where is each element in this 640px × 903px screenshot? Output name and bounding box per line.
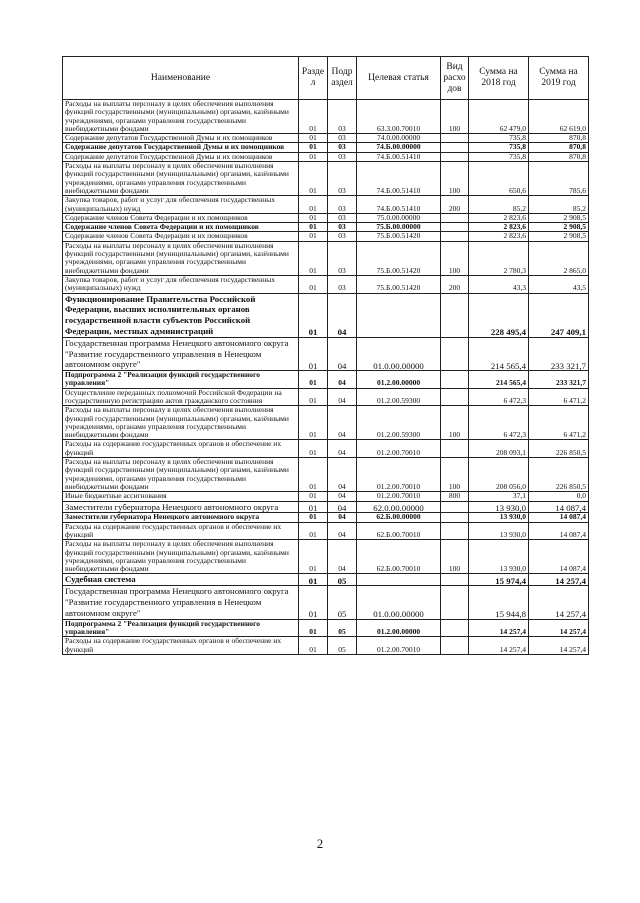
table-row — [63, 293, 589, 337]
table-row — [63, 100, 589, 134]
header-name: Наименование — [63, 57, 299, 100]
row-section-cell: 01 — [299, 162, 328, 196]
table-row — [63, 406, 589, 440]
table-body — [63, 100, 589, 655]
row-expense-type-cell — [441, 637, 469, 655]
row-name-cell: Содержание депутатов Государственной Думы и их помощников — [63, 143, 299, 152]
row-subsection-cell: 04 — [328, 492, 357, 501]
row-sum-2018-cell: 13 930,0 — [469, 522, 529, 540]
row-expense-type-cell — [441, 440, 469, 458]
table-row — [63, 458, 589, 492]
row-sum-2018-cell: 13 930,0 — [469, 513, 529, 522]
row-target-cell: 62.Б.00.70010 — [357, 522, 441, 540]
table-row — [63, 162, 589, 196]
row-target-cell: 74.Б.00.51410 — [357, 196, 441, 214]
row-expense-type-cell — [441, 522, 469, 540]
row-sum-2019-cell: 14 087,4 — [529, 522, 589, 540]
row-expense-type-cell — [441, 513, 469, 522]
row-expense-type-cell: 100 — [441, 162, 469, 196]
row-name-cell: Содержание депутатов Государственной Думы и их помощников — [63, 134, 299, 143]
row-target-cell: 62.Б.00.00000 — [357, 513, 441, 522]
row-expense-type-cell — [441, 134, 469, 143]
row-subsection-cell: 04 — [328, 540, 357, 574]
row-sum-2019-cell: 247 409,1 — [529, 293, 589, 337]
row-sum-2019-cell: 226 850,5 — [529, 440, 589, 458]
row-target-cell: 01.2.00.70010 — [357, 492, 441, 501]
row-name-cell: Расходы на содержание государственных органов и обеспечение их функций — [63, 440, 299, 458]
row-sum-2019-cell: 226 850,5 — [529, 458, 589, 492]
row-section-cell: 01 — [299, 522, 328, 540]
row-name-cell: Заместители губернатора Ненецкого автономного округа — [63, 513, 299, 522]
table-row — [63, 574, 589, 586]
row-sum-2019-cell: 14 257,4 — [529, 637, 589, 655]
row-target-cell: 75.Б.00.51420 — [357, 232, 441, 241]
row-target-cell: 01.2.00.59300 — [357, 406, 441, 440]
table-row — [63, 388, 589, 406]
row-sum-2019-cell: 14 087,4 — [529, 501, 589, 513]
row-expense-type-cell: 100 — [441, 100, 469, 134]
budget-table — [62, 56, 589, 655]
row-expense-type-cell — [441, 371, 469, 389]
row-subsection-cell: 03 — [328, 152, 357, 161]
row-sum-2019-cell: 14 257,4 — [529, 586, 589, 619]
row-expense-type-cell — [441, 619, 469, 637]
row-section-cell: 01 — [299, 619, 328, 637]
row-section-cell: 01 — [299, 388, 328, 406]
row-subsection-cell: 04 — [328, 293, 357, 337]
row-subsection-cell: 05 — [328, 619, 357, 637]
row-expense-type-cell — [441, 232, 469, 241]
row-name-cell: Осуществление переданных полномочий Российской Федерации на государственную регистрацию актов гражданского состояния — [63, 388, 299, 406]
table-row — [63, 501, 589, 513]
row-sum-2019-cell: 233 321,7 — [529, 337, 589, 370]
row-section-cell: 01 — [299, 492, 328, 501]
row-target-cell: 01.2.00.59300 — [357, 388, 441, 406]
header-expense-type: Вид расхо дов — [441, 57, 469, 100]
row-sum-2018-cell: 208 056,0 — [469, 458, 529, 492]
row-sum-2018-cell: 6 472,3 — [469, 406, 529, 440]
row-sum-2018-cell: 85,2 — [469, 196, 529, 214]
row-sum-2019-cell: 870,8 — [529, 143, 589, 152]
row-target-cell: 74.Б.00.51410 — [357, 162, 441, 196]
row-name-cell: Судебная система — [63, 574, 299, 586]
row-sum-2019-cell: 14 257,4 — [529, 619, 589, 637]
row-section-cell: 01 — [299, 213, 328, 222]
row-sum-2018-cell: 208 093,1 — [469, 440, 529, 458]
header-subsection: Подр аздел — [328, 57, 357, 100]
row-section-cell: 01 — [299, 152, 328, 161]
table-row — [63, 540, 589, 574]
row-sum-2018-cell: 15 974,4 — [469, 574, 529, 586]
row-name-cell: Расходы на содержание государственных органов и обеспечение их функций — [63, 637, 299, 655]
row-name-cell: Закупка товаров, работ и услуг для обеспечения государственных (муниципальных) нужд — [63, 196, 299, 214]
row-target-cell: 01.0.00.00000 — [357, 586, 441, 619]
row-subsection-cell: 04 — [328, 440, 357, 458]
row-target-cell — [357, 293, 441, 337]
row-sum-2018-cell: 735,8 — [469, 134, 529, 143]
row-section-cell: 01 — [299, 232, 328, 241]
row-expense-type-cell: 100 — [441, 241, 469, 275]
row-name-cell: Расходы на выплаты персоналу в целях обеспечения выполнения функций государственными (муниципальными) органами, казёнными учреждениями, органами управления государственными внебюджетными фондами — [63, 458, 299, 492]
row-name-cell: Содержание членов Совета Федерации и их помощников — [63, 232, 299, 241]
row-sum-2019-cell: 14 087,4 — [529, 513, 589, 522]
row-expense-type-cell — [441, 293, 469, 337]
row-section-cell: 01 — [299, 275, 328, 293]
row-expense-type-cell: 100 — [441, 458, 469, 492]
row-subsection-cell: 04 — [328, 406, 357, 440]
row-sum-2019-cell: 2 865,0 — [529, 241, 589, 275]
row-sum-2018-cell: 2 780,3 — [469, 241, 529, 275]
row-section-cell: 01 — [299, 458, 328, 492]
row-sum-2018-cell: 214 565,4 — [469, 337, 529, 370]
row-subsection-cell: 05 — [328, 637, 357, 655]
table-row — [63, 586, 589, 619]
row-name-cell: Расходы на выплаты персоналу в целях обеспечения выполнения функций государственными (муниципальными) органами, казёнными учреждениями, органами управления государственными внебюджетными фондами — [63, 100, 299, 134]
row-subsection-cell: 03 — [328, 134, 357, 143]
row-name-cell: Функционирование Правительства Российской Федерации, высших исполнительных органов государственной власти субъектов Российской Федерации, местных администраций — [63, 293, 299, 337]
table-row — [63, 619, 589, 637]
row-subsection-cell: 03 — [328, 100, 357, 134]
row-sum-2018-cell: 37,1 — [469, 492, 529, 501]
row-subsection-cell: 03 — [328, 241, 357, 275]
row-section-cell: 01 — [299, 574, 328, 586]
row-subsection-cell: 05 — [328, 574, 357, 586]
row-target-cell: 74.Б.00.00000 — [357, 143, 441, 152]
row-name-cell: Подпрограмма 2 "Реализация функций государственного управления" — [63, 619, 299, 637]
row-target-cell: 01.2.00.70010 — [357, 458, 441, 492]
row-section-cell: 01 — [299, 440, 328, 458]
row-sum-2019-cell: 6 471,2 — [529, 406, 589, 440]
row-sum-2019-cell: 43,5 — [529, 275, 589, 293]
row-target-cell: 01.2.00.70010 — [357, 440, 441, 458]
row-expense-type-cell: 200 — [441, 275, 469, 293]
row-target-cell: 75.Б.00.00000 — [357, 223, 441, 232]
row-sum-2018-cell: 14 257,4 — [469, 619, 529, 637]
row-section-cell: 01 — [299, 293, 328, 337]
row-sum-2018-cell: 2 823,6 — [469, 223, 529, 232]
row-expense-type-cell: 800 — [441, 492, 469, 501]
row-target-cell: 74.Б.00.51410 — [357, 152, 441, 161]
row-sum-2018-cell: 43,3 — [469, 275, 529, 293]
table-row — [63, 513, 589, 522]
header-sum-2019: Сумма на 2019 год — [529, 57, 589, 100]
row-section-cell: 01 — [299, 196, 328, 214]
row-sum-2019-cell: 14 257,4 — [529, 574, 589, 586]
row-expense-type-cell — [441, 143, 469, 152]
row-section-cell: 01 — [299, 513, 328, 522]
row-section-cell: 01 — [299, 143, 328, 152]
row-section-cell: 01 — [299, 134, 328, 143]
row-section-cell: 01 — [299, 586, 328, 619]
row-subsection-cell: 04 — [328, 371, 357, 389]
row-subsection-cell: 03 — [328, 232, 357, 241]
row-name-cell: Государственная программа Ненецкого автономного округа "Развитие государственного управления в Ненецком автономном округе" — [63, 586, 299, 619]
row-sum-2019-cell: 785,6 — [529, 162, 589, 196]
table-row — [63, 232, 589, 241]
row-expense-type-cell: 100 — [441, 406, 469, 440]
row-sum-2018-cell: 650,6 — [469, 162, 529, 196]
table-row — [63, 337, 589, 370]
row-section-cell: 01 — [299, 337, 328, 370]
row-name-cell: Содержание депутатов Государственной Думы и их помощников — [63, 152, 299, 161]
row-expense-type-cell — [441, 337, 469, 370]
row-target-cell: 01.2.00.00000 — [357, 371, 441, 389]
row-target-cell: 63.3.00.70010 — [357, 100, 441, 134]
row-target-cell — [357, 574, 441, 586]
row-expense-type-cell — [441, 152, 469, 161]
page-number: 2 — [316, 836, 324, 851]
row-target-cell: 01.0.00.00000 — [357, 337, 441, 370]
row-subsection-cell: 03 — [328, 213, 357, 222]
row-expense-type-cell — [441, 501, 469, 513]
row-sum-2018-cell: 13 930,0 — [469, 540, 529, 574]
header-sum-2018: Сумма на 2018 год — [469, 57, 529, 100]
row-sum-2018-cell: 228 495,4 — [469, 293, 529, 337]
table-row — [63, 143, 589, 152]
row-subsection-cell: 03 — [328, 223, 357, 232]
row-expense-type-cell: 200 — [441, 196, 469, 214]
row-name-cell: Закупка товаров, работ и услуг для обеспечения государственных (муниципальных) нужд — [63, 275, 299, 293]
row-name-cell: Иные бюджетные ассигнования — [63, 492, 299, 501]
row-sum-2018-cell: 735,8 — [469, 143, 529, 152]
row-name-cell: Содержание членов Совета Федерации и их помощников — [63, 213, 299, 222]
row-expense-type-cell: 100 — [441, 540, 469, 574]
row-expense-type-cell — [441, 223, 469, 232]
row-subsection-cell: 05 — [328, 586, 357, 619]
row-sum-2019-cell: 2 908,5 — [529, 223, 589, 232]
row-subsection-cell: 04 — [328, 458, 357, 492]
row-name-cell: Расходы на выплаты персоналу в целях обеспечения выполнения функций государственными (муниципальными) органами, казёнными учреждениями, органами управления государственными внебюджетными фондами — [63, 540, 299, 574]
row-name-cell: Расходы на выплаты персоналу в целях обеспечения выполнения функций государственными (муниципальными) органами, казёнными учреждениями, органами управления государственными внебюджетными фондами — [63, 241, 299, 275]
row-sum-2018-cell: 14 257,4 — [469, 637, 529, 655]
row-subsection-cell: 03 — [328, 162, 357, 196]
row-section-cell: 01 — [299, 637, 328, 655]
row-sum-2019-cell: 233 321,7 — [529, 371, 589, 389]
row-target-cell: 01.2.00.70010 — [357, 637, 441, 655]
row-subsection-cell: 03 — [328, 275, 357, 293]
row-sum-2019-cell: 6 471,2 — [529, 388, 589, 406]
table-header-row — [63, 57, 589, 100]
row-subsection-cell: 04 — [328, 513, 357, 522]
row-expense-type-cell — [441, 213, 469, 222]
row-subsection-cell: 04 — [328, 501, 357, 513]
row-sum-2018-cell: 2 823,6 — [469, 232, 529, 241]
row-sum-2019-cell: 870,8 — [529, 152, 589, 161]
row-target-cell: 62.0.00.00000 — [357, 501, 441, 513]
table-row — [63, 637, 589, 655]
row-sum-2018-cell: 6 472,3 — [469, 388, 529, 406]
header-target-article: Целевая статья — [357, 57, 441, 100]
table-row — [63, 492, 589, 501]
row-name-cell: Подпрограмма 2 "Реализация функций государственного управления" — [63, 371, 299, 389]
table-row — [63, 371, 589, 389]
row-section-cell: 01 — [299, 406, 328, 440]
row-sum-2018-cell: 62 479,0 — [469, 100, 529, 134]
row-section-cell: 01 — [299, 371, 328, 389]
row-sum-2018-cell: 735,8 — [469, 152, 529, 161]
row-sum-2019-cell: 870,8 — [529, 134, 589, 143]
row-section-cell: 01 — [299, 241, 328, 275]
row-target-cell: 01.2.00.00000 — [357, 619, 441, 637]
row-target-cell: 75.0.00.00000 — [357, 213, 441, 222]
row-target-cell: 75.Б.00.51420 — [357, 275, 441, 293]
table-row — [63, 522, 589, 540]
row-name-cell: Государственная программа Ненецкого автономного округа "Развитие государственного управления в Ненецком автономном округе" — [63, 337, 299, 370]
row-sum-2018-cell: 214 565,4 — [469, 371, 529, 389]
row-sum-2019-cell: 0,0 — [529, 492, 589, 501]
row-sum-2019-cell: 2 908,5 — [529, 213, 589, 222]
header-section: Разде л — [299, 57, 328, 100]
row-subsection-cell: 03 — [328, 196, 357, 214]
row-target-cell: 74.0.00.00000 — [357, 134, 441, 143]
row-sum-2018-cell: 2 823,6 — [469, 213, 529, 222]
row-subsection-cell: 04 — [328, 388, 357, 406]
row-name-cell: Расходы на выплаты персоналу в целях обеспечения выполнения функций государственными (муниципальными) органами, казёнными учреждениями, органами управления государственными внебюджетными фондами — [63, 406, 299, 440]
row-target-cell: 75.Б.00.51420 — [357, 241, 441, 275]
row-section-cell: 01 — [299, 223, 328, 232]
row-name-cell: Расходы на выплаты персоналу в целях обеспечения выполнения функций государственными (муниципальными) органами, казёнными учреждениями, органами управления государственными внебюджетными фондами — [63, 162, 299, 196]
row-sum-2019-cell: 2 908,5 — [529, 232, 589, 241]
table-row — [63, 275, 589, 293]
row-name-cell: Расходы на содержание государственных органов и обеспечение их функций — [63, 522, 299, 540]
row-sum-2019-cell: 62 619,0 — [529, 100, 589, 134]
table-row — [63, 440, 589, 458]
row-section-cell: 01 — [299, 501, 328, 513]
row-subsection-cell: 04 — [328, 337, 357, 370]
row-subsection-cell: 03 — [328, 143, 357, 152]
table-row — [63, 241, 589, 275]
row-name-cell: Содержание членов Совета Федерации и их помощников — [63, 223, 299, 232]
table-row — [63, 196, 589, 214]
row-subsection-cell: 04 — [328, 522, 357, 540]
row-sum-2018-cell: 13 930,0 — [469, 501, 529, 513]
row-sum-2018-cell: 15 944,8 — [469, 586, 529, 619]
row-sum-2019-cell: 14 087,4 — [529, 540, 589, 574]
row-expense-type-cell — [441, 586, 469, 619]
row-section-cell: 01 — [299, 100, 328, 134]
row-name-cell: Заместители губернатора Ненецкого автономного округа — [63, 501, 299, 513]
row-section-cell: 01 — [299, 540, 328, 574]
row-target-cell: 62.Б.00.70010 — [357, 540, 441, 574]
row-sum-2019-cell: 85,2 — [529, 196, 589, 214]
row-expense-type-cell — [441, 574, 469, 586]
row-expense-type-cell — [441, 388, 469, 406]
